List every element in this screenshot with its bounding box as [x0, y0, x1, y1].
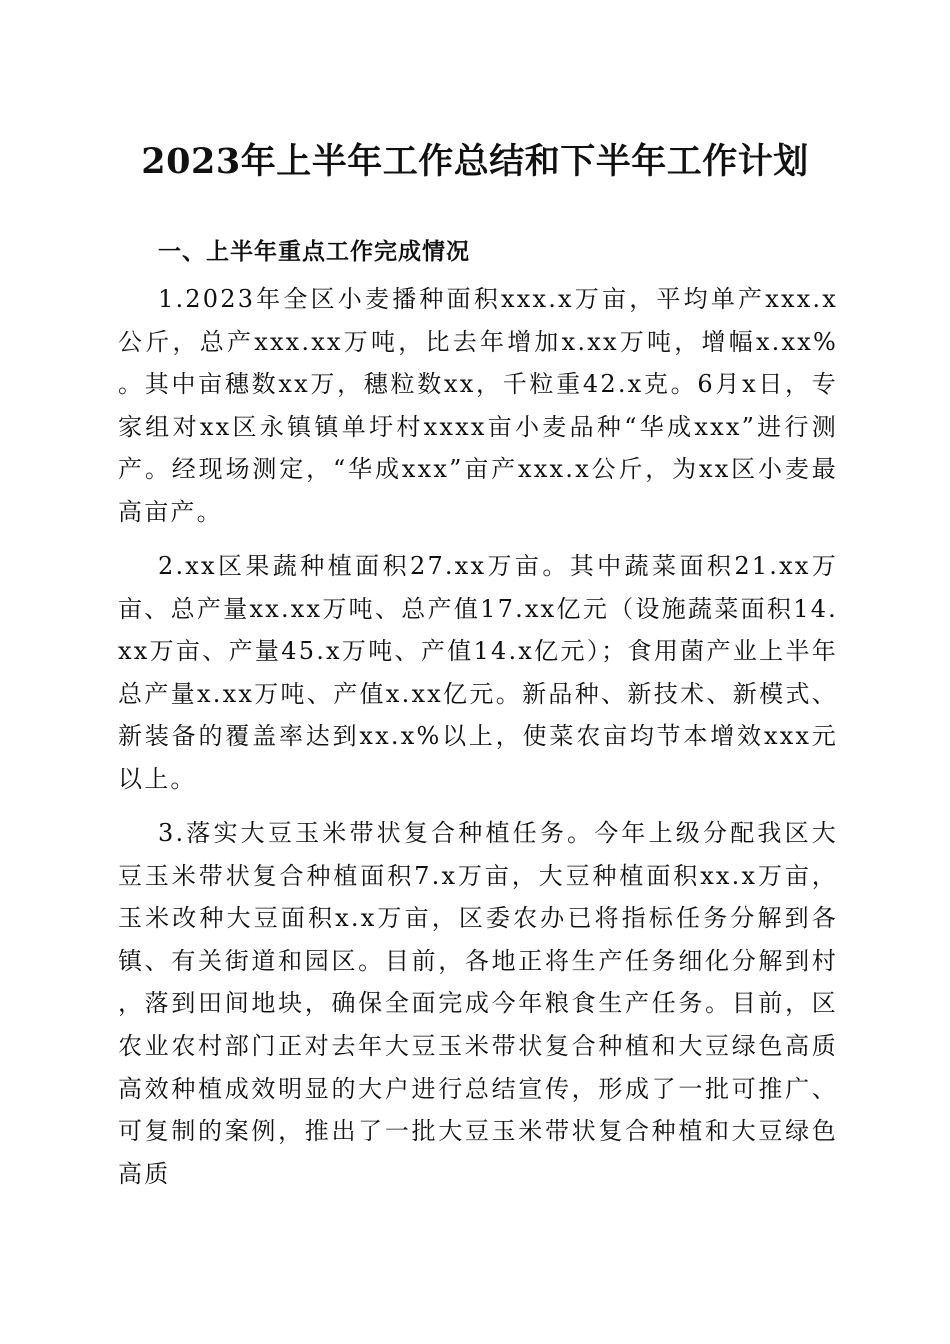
- section-heading: 一、上半年重点工作完成情况: [158, 239, 470, 265]
- paragraph-2-block: [118, 545, 838, 801]
- paragraph-1-block: [118, 278, 838, 534]
- paragraph: 3.落实大豆玉米带状复合种植任务。今年上级分配我区大豆玉米带状复合种植面积7.x万亩，大豆种植面积xx.x万亩，玉米改种大豆面积x.x万亩，区委农办已将指标任务分解到各镇、有关街道和园区。目前，各地正将生产任务细化分解到村，落到田间地块，确保全面完成今年粮食生产任务。目前，区农业农村部门正对去年大豆玉米带状复合种植和大豆绿色高质高效种植成效明显的大户进行总结宣传，形成了一批可推广、可复制的案例，推出了一批大豆玉米带状复合种植和大豆绿色高质: [118, 819, 838, 1188]
- paragraph: 2.xx区果蔬种植面积27.xx万亩。其中蔬菜面积21.xx万亩、总产量xx.xx万吨、总产值17.xx亿元（设施蔬菜面积14.xx万亩、产量45.x万吨、产值14.x亿元）；食用菌产业上半年总产量x.xx万吨、产值x.xx亿元。新品种、新技术、新模式、新装备的覆盖率达到xx.x%以上，使菜农亩均节本增效xxx元以上。: [118, 552, 838, 793]
- document-title: 2023年上半年工作总结和下半年工作计划: [141, 141, 809, 182]
- paragraph: 1.2023年全区小麦播种面积xxx.x万亩，平均单产xxx.x公斤，总产xxx.xx万吨，比去年增加x.xx万吨，增幅x.xx%。其中亩穗数xx万，穗粒数xx，千粒重42.x克。6月x日，专家组对xx区永镇镇单圩村xxxx亩小麦品种“华成xxx”进行测产。经现场测定，“华成xxx”亩产xxx.x公斤，为xx区小麦最高亩产。: [118, 285, 838, 526]
- paragraph-3-block: [118, 812, 838, 1195]
